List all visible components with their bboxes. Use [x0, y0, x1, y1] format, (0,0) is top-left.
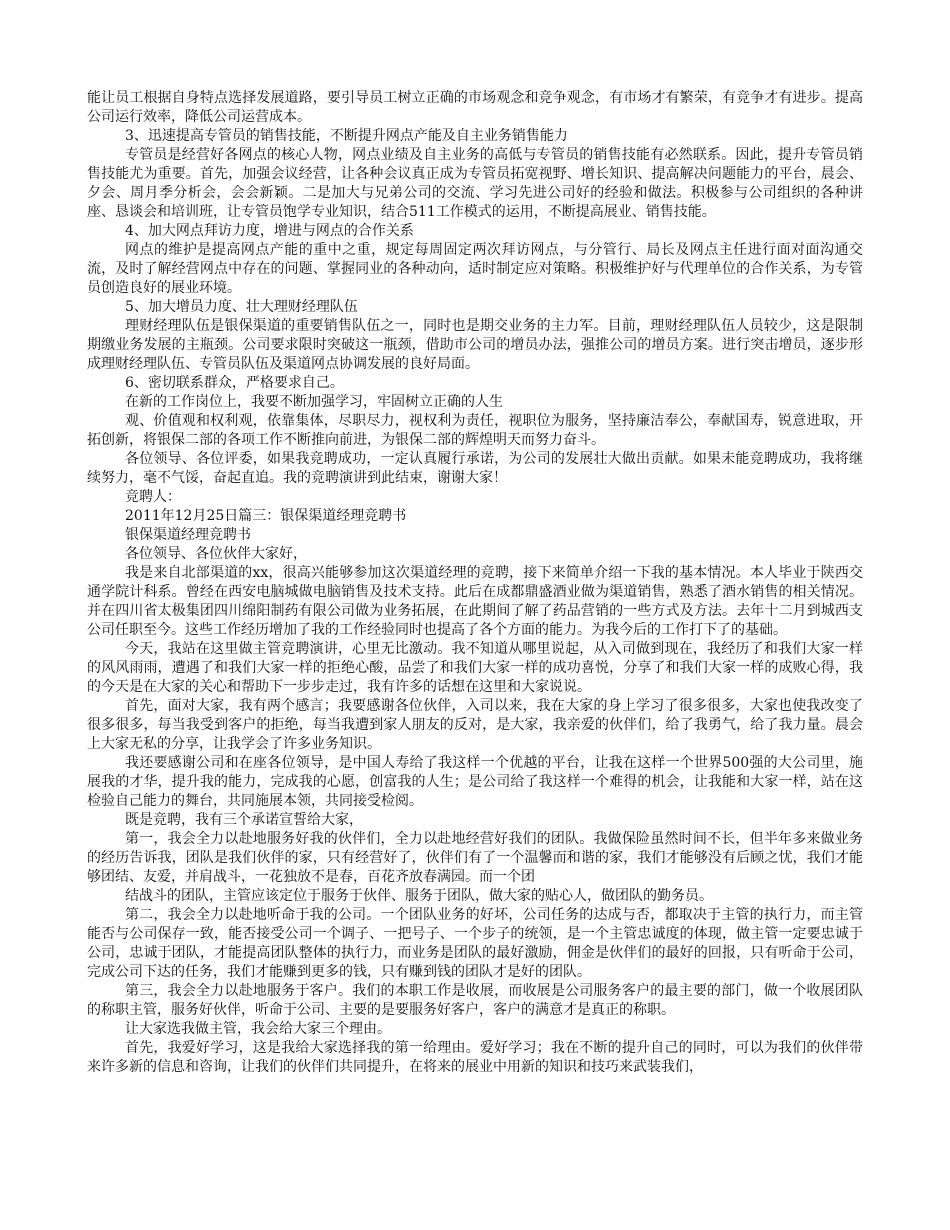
paragraph: 银保渠道经理竞聘书 [125, 527, 251, 543]
paragraph: 让大家选我做主管，我会给大家三个理由。 [125, 1021, 391, 1037]
paragraph: 理财经理队伍是银保渠道的重要销售队伍之一，同时也是期交业务的主力军。目前，理财经理队伍人员较少，这是限制期缴业务发展的主瓶颈。公司要求限时突破这一瓶颈，借助市公司的增员办法，强推公司的增员方案。进行突击增员，逐步形成理财经理队伍、专管员队伍及渠道网点协调发展的良好局面。 [87, 318, 863, 372]
paragraph: 6、密切联系群众，严格要求自己。 [125, 375, 344, 391]
paragraph: 今天，我站在这里做主管竞聘演讲，心里无比激动。我不知道从哪里说起，从入司做到现在，我经历了和我们大家一样的风风雨雨，遭遇了和我们大家一样的拒绝心酸，品尝了和我们大家一样的成功喜悦，分享了和我们大家一样的成败心得，我的今天是在大家的关心和帮助下一步步走过，我有许多的话想在这里和大家说说。 [87, 641, 863, 695]
paragraph: 3、迅速提高专管员的销售技能，不断提升网点产能及自主业务销售能力 [125, 128, 568, 144]
paragraph: 5、加大增员力度、壮大理财经理队伍 [125, 299, 358, 315]
paragraph: 我还要感谢公司和在座各位领导，是中国人寿给了我这样一个优越的平台，让我在这样一个世界500强的大公司里，施展我的才华，提升我的能力，完成我的心愿，创富我的人生；是公司给了我这样一个难得的机会，让我能和大家一样，站在这检验自己能力的舞台，共同施展本领，共同接受检阅。 [87, 755, 863, 809]
paragraph: 首先，我爱好学习，这是我给大家选择我的第一给理由。爱好学习；我在不断的提升自己的同时，可以为我们的伙伴带来许多新的信息和咨询，让我们的伙伴们共同提升，在将来的展业中用新的知识和技巧来武装我们， [87, 1040, 863, 1075]
paragraph: 既是竞聘，我有三个承诺宣誓给大家， [125, 812, 363, 828]
paragraph: 能让员工根据自身特点选择发展道路，要引导员工树立正确的市场观念和竞争观念，有市场才有繁荣，有竞争才有进步。提高公司运行效率，降低公司运营成本。 [87, 90, 863, 125]
paragraph: 我是来自北部渠道的xx，很高兴能够参加这次渠道经理的竞聘，接下来简单介绍一下我的基本情况。本人毕业于陕西交通学院计科系。曾经在西安电脑城做电脑销售及技术支持。此后在成都鼎盛酒业做为渠道销售，熟悉了酒水销售的相关情况。并在四川省太极集团四川绵阳制药有限公司做为业务拓展，在此期间了解了药品营销的一些方式及方法。去年十二月到城西支公司任职至今。这些工作经历增加了我的工作经验同时也提高了各个方面的能力。为我今后的工作打下了的基础。 [87, 565, 863, 638]
paragraph: 结战斗的团队，主管应该定位于服务于伙伴、服务于团队，做大家的贴心人，做团队的勤务员。 [125, 888, 713, 904]
paragraph: 第三，我会全力以赴地服务于客户。我们的本职工作是收展，而收展是公司服务客户的最主要的部门，做一个收展团队的称职主管，服务好伙伴，听命于公司、主要的是要服务好客户，客户的满意才是真正的称职。 [87, 983, 863, 1018]
paragraph: 在新的工作岗位上，我要不断加强学习，牢固树立正确的人生 [125, 394, 503, 410]
paragraph: 第一，我会全力以赴地服务好我的伙伴们，全力以赴地经营好我们的团队。我做保险虽然时间不长，但半年多来做业务的经历告诉我，团队是我们伙伴的家，只有经营好了，伙伴们有了一个温馨而和谐的家，我们才能够没有后顾之忧，我们才能够团结、友爱，并肩战斗，一花独放不是春，百花齐放春满园。而一个团 [87, 831, 863, 885]
paragraph: 2011年12月25日篇三：银保渠道经理竞聘书 [125, 508, 407, 524]
paragraph: 专管员是经营好各网点的核心人物，网点业绩及自主业务的高低与专管员的销售技能有必然联系。因此，提升专管员销售技能尤为重要。首先，加强会议经营，让各种会议真正成为专管员拓宽视野、增长知识、提高解决问题能力的平台，晨会、夕会、周月季分析会，会会新颖。二是加大与兄弟公司的交流、学习先进公司好的经验和做法。积极参与公司组织的各种讲座、恳谈会和培训班，让专管员饱学专业知识，结合511工作模式的运用，不断提高展业、销售技能。 [87, 147, 863, 220]
paragraph: 第二，我会全力以赴地听命于我的公司。一个团队业务的好坏，公司任务的达成与否，都取决于主管的执行力，而主管能否与公司保存一致，能否接受公司一个调子、一把号子、一个步子的统领，是一个主管忠诚度的体现，做主管一定要忠诚于公司，忠诚于团队，才能提高团队整体的执行力，而业务是团队的最好激励，佣金是伙伴们的最好的回报，只有听命于公司，完成公司下达的任务，我们才能赚到更多的钱，只有赚到钱的团队才是好的团队。 [87, 907, 863, 980]
document-page [87, 89, 863, 1077]
paragraph: 各位领导、各位伙伴大家好， [125, 546, 307, 562]
paragraph: 4、加大网点拜访力度，增进与网点的合作关系 [125, 223, 414, 239]
paragraph: 首先，面对大家，我有两个感言；我要感谢各位伙伴，入司以来，我在大家的身上学习了很多很多，大家也使我改变了很多很多，每当我受到客户的拒绝，每当我遭到家人朋友的反对，是大家，我亲爱的伙伴们，给了我勇气，给了我力量。晨会上大家无私的分享，让我学会了许多业务知识。 [87, 698, 863, 752]
paragraph: 各位领导、各位评委，如果我竞聘成功，一定认真履行承诺，为公司的发展壮大做出贡献。如果未能竞聘成功，我将继续努力，毫不气馁，奋起直追。我的竞聘演讲到此结束，谢谢大家！ [87, 451, 863, 486]
paragraph: 竞聘人： [125, 489, 181, 505]
paragraph: 观、价值观和权利观，依靠集体，尽职尽力，视权利为责任，视职位为服务，坚持廉洁奉公，奉献国寿，锐意进取，开拓创新，将银保二部的各项工作不断推向前进，为银保二部的辉煌明天而努力奋斗。 [87, 413, 863, 448]
paragraph: 网点的维护是提高网点产能的重中之重，规定每周固定两次拜访网点，与分管行、局长及网点主任进行面对面沟通交流，及时了解经营网点中存在的问题、掌握同业的各种动向，适时制定应对策略。积极维护好与代理单位的合作关系，为专管员创造良好的展业环境。 [87, 242, 863, 296]
